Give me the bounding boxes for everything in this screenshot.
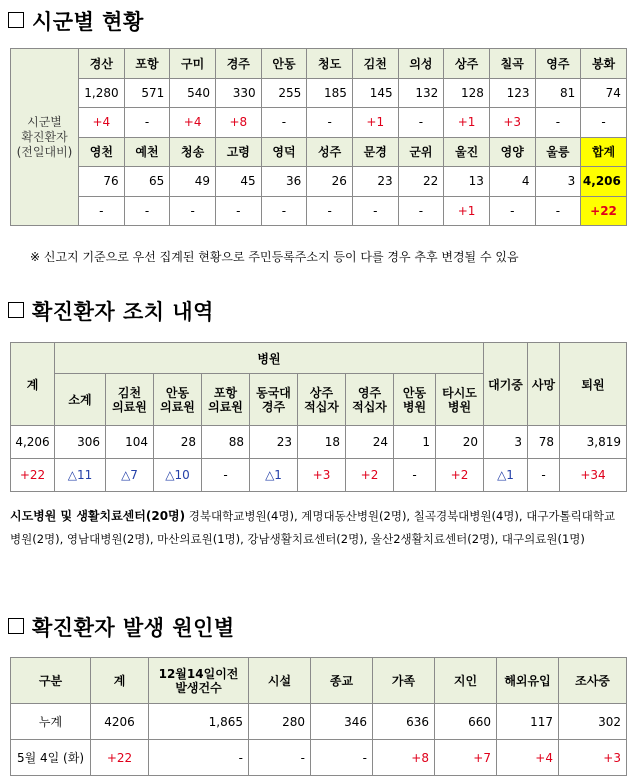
cause-value: 280 — [249, 704, 311, 740]
region-total: 26 — [307, 167, 353, 197]
header-line: 12월14일이전 — [158, 666, 239, 681]
region-delta: - — [124, 196, 170, 226]
col-subtotal: 소계 — [55, 374, 106, 426]
region-name: 청도 — [307, 49, 353, 79]
region-delta: - — [489, 196, 535, 226]
header-line: 의료원 — [208, 399, 243, 414]
region-total: 145 — [352, 78, 398, 108]
region-total: 74 — [581, 78, 627, 108]
region-total: 76 — [79, 167, 125, 197]
treatment-value: 104 — [106, 426, 154, 459]
treatment-change: +2 — [346, 459, 394, 492]
row-label-line: (전일대비) — [16, 144, 73, 159]
col-hospital-name — [298, 374, 346, 426]
cause-value: 4206 — [91, 704, 149, 740]
region-name: 영천 — [79, 137, 125, 167]
region-name: 영주 — [535, 49, 581, 79]
checkbox-icon — [8, 302, 24, 318]
region-total: 23 — [352, 167, 398, 197]
cause-value: +22 — [91, 740, 149, 776]
facility-list — [10, 505, 625, 550]
header-line: 김천 — [117, 385, 142, 400]
region-name: 구미 — [170, 49, 216, 79]
col-total: 계 — [11, 343, 55, 426]
header-line: 의료원 — [112, 399, 147, 414]
region-name: 상주 — [444, 49, 490, 79]
region-delta: - — [398, 196, 444, 226]
cause-value: - — [249, 740, 311, 776]
region-name: 김천 — [352, 49, 398, 79]
header-line: 안동 — [165, 385, 190, 400]
cause-header: 계 — [91, 658, 149, 704]
region-total: 65 — [124, 167, 170, 197]
col-discharged: 퇴원 — [560, 343, 627, 426]
header-line: 포항 — [213, 385, 238, 400]
cause-header: 구분 — [11, 658, 91, 704]
cause-value: 117 — [497, 704, 559, 740]
cause-row-label: 누계 — [11, 704, 91, 740]
cause-value: - — [311, 740, 373, 776]
facility-label: 시도병원 및 생활치료센터(20명) — [10, 509, 186, 523]
region-total: 81 — [535, 78, 581, 108]
region-name: 문경 — [352, 137, 398, 167]
header-line: 적십자 — [304, 399, 339, 414]
region-total: 123 — [489, 78, 535, 108]
region-total: 49 — [170, 167, 216, 197]
treatment-total-row — [11, 426, 627, 459]
region-name: 경산 — [79, 49, 125, 79]
region-total: 45 — [215, 167, 261, 197]
cause-header: 조사중 — [559, 658, 627, 704]
treatment-value: 24 — [346, 426, 394, 459]
treatment-value: 28 — [154, 426, 202, 459]
region-name: 군위 — [398, 137, 444, 167]
region-delta: - — [170, 196, 216, 226]
region-delta: - — [261, 196, 307, 226]
treatment-value: 88 — [202, 426, 250, 459]
treatment-change: +22 — [11, 459, 55, 492]
treatment-change: △11 — [55, 459, 106, 492]
col-hospital-name — [394, 374, 436, 426]
grand-total-delta: +22 — [581, 196, 627, 226]
header-line: 병원 — [447, 399, 472, 414]
cause-header: 시설 — [249, 658, 311, 704]
treatment-change: +3 — [298, 459, 346, 492]
cause-value: - — [149, 740, 249, 776]
cause-value: +3 — [559, 740, 627, 776]
col-hospital-name — [346, 374, 394, 426]
region-name: 안동 — [261, 49, 307, 79]
cause-header: 종교 — [311, 658, 373, 704]
region-name: 칠곡 — [489, 49, 535, 79]
cause-cumulative-row — [11, 704, 627, 740]
treatment-value: 1 — [394, 426, 436, 459]
section2-title: 확진환자 조치 내역 — [8, 296, 214, 326]
col-death: 사망 — [528, 343, 560, 426]
cause-value: +4 — [497, 740, 559, 776]
region-total: 185 — [307, 78, 353, 108]
cause-value: 660 — [435, 704, 497, 740]
treatment-change: +34 — [560, 459, 627, 492]
header-line: 타시도 — [442, 385, 477, 400]
col-hospital-name — [250, 374, 298, 426]
col-waiting: 대기중 — [484, 343, 528, 426]
cause-row-label: 5월 4일 (화) — [11, 740, 91, 776]
region-delta: - — [535, 196, 581, 226]
row-label-line: 시군별 — [27, 114, 62, 129]
cause-header-row — [11, 658, 627, 704]
region-total: 571 — [124, 78, 170, 108]
region-total: 22 — [398, 167, 444, 197]
notice-text: ※ 신고지 기준으로 우선 집계된 현황으로 주민등록주소지 등이 다를 경우 추후 변경될 수 있음 — [30, 250, 519, 264]
header-line: 안동 — [402, 385, 427, 400]
cause-value: 346 — [311, 704, 373, 740]
treatment-change: - — [528, 459, 560, 492]
region-total: 132 — [398, 78, 444, 108]
grand-total-value: 4,206 — [581, 167, 627, 197]
region-delta: +4 — [79, 108, 125, 138]
treatment-change: △10 — [154, 459, 202, 492]
region-total: 330 — [215, 78, 261, 108]
cause-value: 302 — [559, 704, 627, 740]
row-label-cell — [11, 49, 79, 226]
section3-title: 확진환자 발생 원인별 — [8, 612, 235, 642]
header-line: 경주 — [261, 399, 286, 414]
region-header-row-top — [11, 49, 627, 79]
region-name: 경주 — [215, 49, 261, 79]
treatment-change-row — [11, 459, 627, 492]
treatment-value: 18 — [298, 426, 346, 459]
region-delta: +3 — [489, 108, 535, 138]
region-delta: - — [215, 196, 261, 226]
region-delta: - — [581, 108, 627, 138]
region-total-row-bottom — [11, 167, 627, 197]
treatment-value: 20 — [436, 426, 484, 459]
region-delta: +4 — [170, 108, 216, 138]
cause-header: 해외유입 — [497, 658, 559, 704]
treatment-header-row-1 — [11, 343, 627, 374]
region-total: 255 — [261, 78, 307, 108]
grand-total-label: 합계 — [581, 137, 627, 167]
header-line: 상주 — [309, 385, 334, 400]
cause-daily-row — [11, 740, 627, 776]
header-line: 동국대 — [256, 385, 291, 400]
cause-header — [149, 658, 249, 704]
region-name: 울진 — [444, 137, 490, 167]
col-hospital-name — [202, 374, 250, 426]
region-name: 고령 — [215, 137, 261, 167]
region-total: 1,280 — [79, 78, 125, 108]
section1-title: 시군별 현황 — [8, 6, 144, 36]
region-name: 울릉 — [535, 137, 581, 167]
region-delta: - — [79, 196, 125, 226]
treatment-change: △1 — [484, 459, 528, 492]
region-total-row-top — [11, 78, 627, 108]
treatment-value: 306 — [55, 426, 106, 459]
cause-value: +7 — [435, 740, 497, 776]
header-line: 발생건수 — [175, 680, 222, 695]
cause-table — [10, 657, 627, 776]
treatment-value: 3 — [484, 426, 528, 459]
treatment-change: +2 — [436, 459, 484, 492]
region-delta-row-bottom — [11, 196, 627, 226]
header-line: 적십자 — [352, 399, 387, 414]
col-hospital-name — [436, 374, 484, 426]
region-delta: - — [124, 108, 170, 138]
treatment-table — [10, 342, 627, 492]
treatment-value: 78 — [528, 426, 560, 459]
col-hospital-name — [154, 374, 202, 426]
region-name: 영양 — [489, 137, 535, 167]
region-delta: - — [352, 196, 398, 226]
row-label-line: 확진환자 — [21, 129, 68, 144]
region-name: 예천 — [124, 137, 170, 167]
region-total: 13 — [444, 167, 490, 197]
region-delta: +1 — [352, 108, 398, 138]
treatment-value: 3,819 — [560, 426, 627, 459]
region-total: 36 — [261, 167, 307, 197]
checkbox-icon — [8, 618, 24, 634]
treatment-change: △7 — [106, 459, 154, 492]
treatment-change: - — [202, 459, 250, 492]
region-delta-row-top — [11, 108, 627, 138]
header-line: 병원 — [402, 399, 427, 414]
header-line: 영주 — [357, 385, 382, 400]
treatment-value: 4,206 — [11, 426, 55, 459]
region-delta: - — [398, 108, 444, 138]
region-header-row-bottom — [11, 137, 627, 167]
col-hospital-name — [106, 374, 154, 426]
region-status-table — [10, 48, 627, 226]
region-delta: - — [307, 108, 353, 138]
region-total: 128 — [444, 78, 490, 108]
region-delta: - — [261, 108, 307, 138]
region-total: 3 — [535, 167, 581, 197]
region-name: 의성 — [398, 49, 444, 79]
treatment-change: - — [394, 459, 436, 492]
cause-header: 지인 — [435, 658, 497, 704]
region-delta: +1 — [444, 108, 490, 138]
facility-text: 경북대학교병원(4명), 계명대동산병원(2명), 칠곡경북대병원(4명), 대구가톨릭대학교병원(2명), 영남대병원(2명), 마산의료원(1명), 강남생활치료센터(2명), 울산2생활치료센터(2명), 대구의료원(1명) — [10, 509, 616, 546]
region-name: 영덕 — [261, 137, 307, 167]
region-name: 봉화 — [581, 49, 627, 79]
region-delta: +8 — [215, 108, 261, 138]
region-total: 4 — [489, 167, 535, 197]
cause-value: +8 — [373, 740, 435, 776]
region-name: 성주 — [307, 137, 353, 167]
cause-value: 1,865 — [149, 704, 249, 740]
region-name: 포항 — [124, 49, 170, 79]
region-delta: - — [535, 108, 581, 138]
cause-header: 가족 — [373, 658, 435, 704]
header-line: 의료원 — [160, 399, 195, 414]
treatment-change: △1 — [250, 459, 298, 492]
region-delta: +1 — [444, 196, 490, 226]
region-name: 청송 — [170, 137, 216, 167]
col-hospital: 병원 — [55, 343, 484, 374]
region-total: 540 — [170, 78, 216, 108]
treatment-value: 23 — [250, 426, 298, 459]
cause-value: 636 — [373, 704, 435, 740]
region-delta: - — [307, 196, 353, 226]
checkbox-icon — [8, 12, 24, 28]
